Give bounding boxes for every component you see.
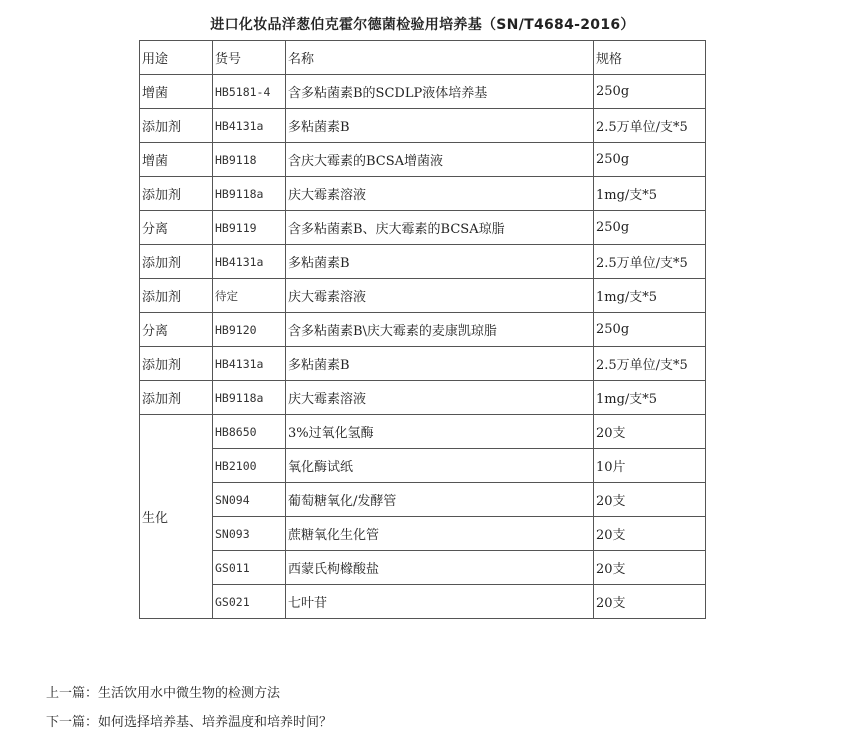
cell-spec: 20支 [594,483,706,517]
cell-name: 含多粘菌素B\庆大霉素的麦康凯琼脂 [286,313,594,347]
cell-code: HB9120 [213,313,286,347]
cell-spec: 2.5万单位/支*5 [594,347,706,381]
cell-name: 庆大霉素溶液 [286,177,594,211]
table-row [140,415,706,449]
next-article-link[interactable]: 如何选择培养基、培养温度和培养时间？ [98,715,333,730]
next-article [46,711,332,730]
cell-use: 添加剂 [140,109,213,143]
cell-name: 庆大霉素溶液 [286,279,594,313]
cell-use: 分离 [140,313,213,347]
table-row [140,551,706,585]
cell-spec: 20支 [594,415,706,449]
table-row [140,585,706,619]
cell-code: HB9118 [213,143,286,177]
cell-name: 含多粘菌素B的SCDLP液体培养基 [286,75,594,109]
cell-use: 添加剂 [140,177,213,211]
cell-code: GS021 [213,585,286,619]
cell-code: HB9119 [213,211,286,245]
cell-name: 含多粘菌素B、庆大霉素的BCSA琼脂 [286,211,594,245]
prev-article [46,682,280,701]
cell-use: 增菌 [140,143,213,177]
cell-code: HB4131a [213,347,286,381]
cell-spec: 250g [594,75,706,109]
table-row [140,347,706,381]
cell-code: HB2100 [213,449,286,483]
cell-code: SN094 [213,483,286,517]
cell-spec: 10片 [594,449,706,483]
cell-spec: 2.5万单位/支*5 [594,245,706,279]
cell-use: 添加剂 [140,381,213,415]
cell-name: 氧化酶试纸 [286,449,594,483]
cell-spec: 2.5万单位/支*5 [594,109,706,143]
header-use: 用途 [140,41,213,75]
cell-name: 七叶苷 [286,585,594,619]
cell-spec: 1mg/支*5 [594,177,706,211]
table-row [140,381,706,415]
next-label: 下一篇： [46,715,99,730]
cell-code: GS011 [213,551,286,585]
table-row [140,211,706,245]
header-spec: 规格 [594,41,706,75]
table-row [140,75,706,109]
cell-spec: 1mg/支*5 [594,381,706,415]
cell-spec: 1mg/支*5 [594,279,706,313]
cell-use: 添加剂 [140,279,213,313]
cell-use-biochem: 生化 [140,415,213,619]
header-name: 名称 [286,41,594,75]
table-row [140,517,706,551]
table-row [140,313,706,347]
cell-code: 待定 [213,279,286,313]
cell-use: 添加剂 [140,347,213,381]
table-row [140,483,706,517]
cell-name: 庆大霉素溶液 [286,381,594,415]
cell-name: 多粘菌素B [286,347,594,381]
table-row [140,449,706,483]
cell-name: 葡萄糖氧化/发酵管 [286,483,594,517]
header-code: 货号 [213,41,286,75]
cell-code: HB4131a [213,109,286,143]
cell-code: HB5181-4 [213,75,286,109]
cell-spec: 250g [594,211,706,245]
prev-label: 上一篇： [46,686,99,701]
cell-code: HB8650 [213,415,286,449]
cell-spec: 250g [594,313,706,347]
cell-name: 多粘菌素B [286,109,594,143]
media-table [139,40,706,619]
cell-use: 分离 [140,211,213,245]
table-row [140,245,706,279]
cell-code: HB4131a [213,245,286,279]
cell-use: 添加剂 [140,245,213,279]
cell-name: 蔗糖氧化生化管 [286,517,594,551]
cell-code: SN093 [213,517,286,551]
table-row [140,279,706,313]
cell-spec: 20支 [594,585,706,619]
cell-spec: 250g [594,143,706,177]
cell-spec: 20支 [594,517,706,551]
table-row [140,177,706,211]
table-header-row [140,41,706,75]
cell-spec: 20支 [594,551,706,585]
cell-name: 多粘菌素B [286,245,594,279]
cell-use: 增菌 [140,75,213,109]
page-title: 进口化妆品洋葱伯克霍尔德菌检验用培养基（SN/T4684-2016） [210,17,635,33]
cell-name: 西蒙氏枸橼酸盐 [286,551,594,585]
prev-article-link[interactable]: 生活饮用水中微生物的检测方法 [98,686,281,701]
table-row [140,143,706,177]
cell-name: 3%过氧化氢酶 [286,415,594,449]
table-row [140,109,706,143]
cell-code: HB9118a [213,381,286,415]
cell-code: HB9118a [213,177,286,211]
cell-name: 含庆大霉素的BCSA增菌液 [286,143,594,177]
